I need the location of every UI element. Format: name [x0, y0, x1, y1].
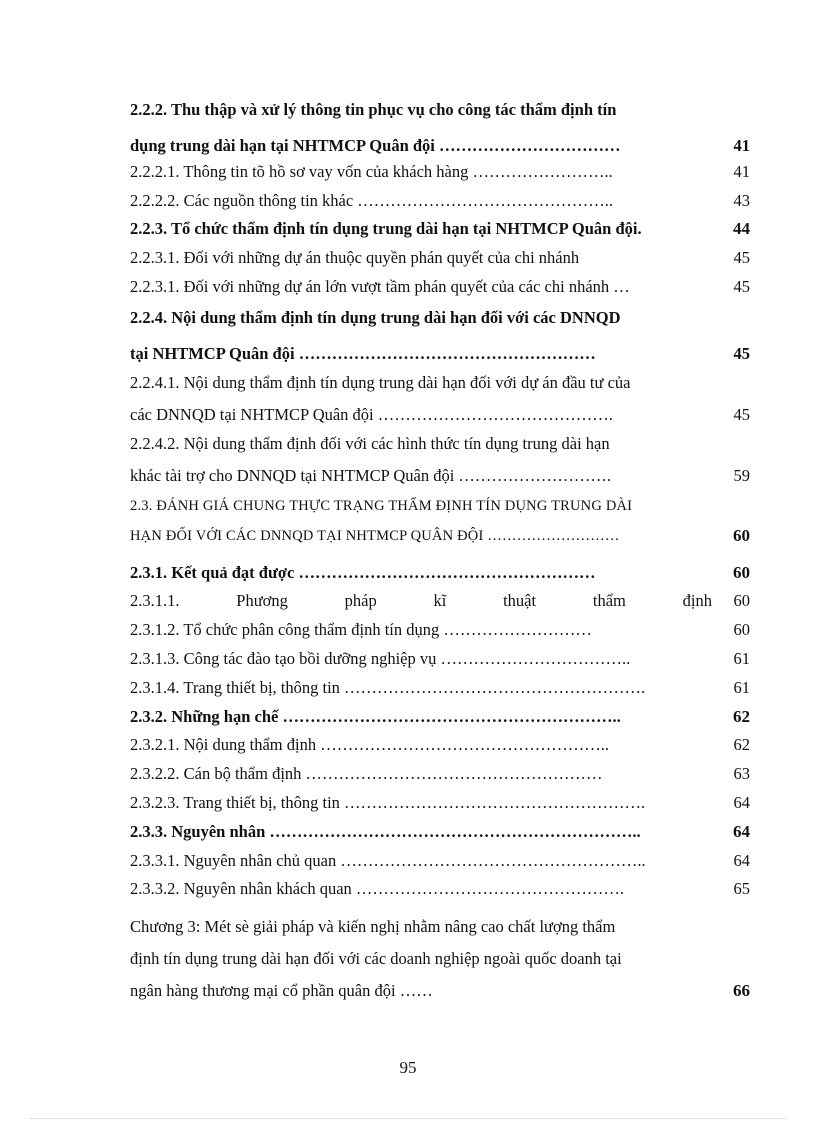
toc-entry-text: 2.3.3.2. Nguyên nhân khách quan …………………………………………. — [130, 879, 625, 898]
toc-word: thuật — [503, 591, 537, 610]
toc-entry-text: 2.3.1.3. Công tác đào tạo bồi dưỡng nghiệp vụ …………………………….. — [130, 649, 631, 668]
toc-entry-text: 2.3.1.4. Trang thiết bị, thông tin ………………………………………………. — [130, 678, 646, 697]
toc-entry-2-2-2-2[interactable] — [130, 191, 750, 211]
toc-entry-line: 2.2.4.1. Nội dung thẩm định tín dụng trung dài hạn đối với dự án đầu tư của — [130, 373, 631, 392]
toc-page-number: 62 — [733, 707, 750, 726]
toc-entry-text — [130, 591, 712, 611]
toc-page-number: 64 — [733, 851, 750, 870]
toc-word: kĩ — [433, 591, 447, 610]
toc-entry-text: HẠN ĐỐI VỚI CÁC DNNQD TẠI NHTMCP QUÂN ĐỘI ……………………… — [130, 528, 620, 544]
toc-entry-text: khác tài trợ cho DNNQD tại NHTMCP Quân đội ………………………. — [130, 466, 612, 485]
toc-entry-text: 2.3.1. Kết quả đạt được ……………………………………………… — [130, 563, 596, 582]
toc-entry-text: 2.2.3.1. Đối với những dự án thuộc quyền phán quyết của chi nhánh — [130, 248, 580, 267]
toc-entry-2-3-3-2[interactable] — [130, 879, 750, 899]
toc-word: Phương — [236, 591, 288, 610]
toc-entry-text: 2.3.2.1. Nội dung thẩm định …………………………………………….. — [130, 735, 609, 754]
toc-entry-2-2-4-2[interactable] — [130, 434, 750, 486]
toc-entry-2-3-1[interactable] — [130, 563, 750, 583]
toc-page-number: 45 — [733, 248, 750, 267]
toc-entry-2-3-2-3[interactable] — [130, 793, 750, 813]
toc-word: thẩm — [592, 591, 626, 610]
toc-entry-text: 2.3.3. Nguyên nhân ………………………………………………………….. — [130, 822, 641, 841]
toc-entry-2-2-3-1b[interactable] — [130, 277, 750, 297]
page-bottom-divider — [30, 1118, 786, 1119]
toc-entry-2-2-3-1[interactable] — [130, 248, 750, 268]
toc-page-number: 43 — [733, 191, 750, 210]
toc-page-number: 65 — [733, 879, 750, 898]
toc-entry-text: 2.2.2.1. Thông tin tõ hồ sơ vay vốn của khách hàng …………………….. — [130, 162, 613, 181]
toc-entry-line: 2.3. ĐÁNH GIÁ CHUNG THỰC TRẠNG THẨM ĐỊNH TÍN DỤNG TRUNG DÀI — [130, 498, 633, 514]
toc-page-number: 61 — [733, 678, 750, 697]
toc-page-number: 60 — [733, 563, 750, 582]
toc-entry-line — [130, 344, 750, 364]
toc-entry-text: 2.3.1.2. Tổ chức phân công thẩm định tín dụng ……………………… — [130, 620, 592, 639]
toc-page-number: 60 — [733, 591, 750, 610]
toc-entry-2-3-1-1[interactable] — [130, 591, 750, 611]
toc-entry-text: 2.2.2.2. Các nguồn thông tin khác ……………………………………….. — [130, 191, 614, 210]
toc-entry-line — [130, 405, 750, 425]
toc-entry-line: định tín dụng trung dài hạn đối với các doanh nghiệp ngoài quốc doanh tại — [130, 949, 622, 968]
toc-page-number: 44 — [733, 219, 750, 238]
toc-entry-line: 2.2.2. Thu thập và xử lý thông tin phục vụ cho công tác thẩm định tín — [130, 100, 617, 119]
toc-entry-text: tại NHTMCP Quân đội ……………………………………………… — [130, 344, 596, 363]
toc-word: 2.3.1.1. — [130, 591, 180, 610]
toc-entry-2-2-3[interactable] — [130, 219, 750, 239]
toc-page-number: 60 — [733, 526, 750, 545]
toc-page-number: 41 — [733, 162, 750, 181]
toc-page-number: 66 — [733, 981, 750, 1000]
toc-entry-line — [130, 981, 750, 1001]
toc-entry-text: ngân hàng thương mại cổ phần quân đội …… — [130, 981, 433, 1000]
toc-word: pháp — [344, 591, 377, 610]
toc-entry-line — [130, 526, 750, 546]
toc-page-number: 45 — [733, 344, 750, 363]
toc-page-number: 64 — [733, 822, 750, 841]
toc-entry-2-3-2-1[interactable] — [130, 735, 750, 755]
toc-entry-2-3-1-3[interactable] — [130, 649, 750, 669]
toc-page-number: 59 — [733, 466, 750, 485]
toc-page-number: 45 — [733, 277, 750, 296]
toc-entry-line: Chương 3: Mét sè giải pháp và kiến nghị nhằm nâng cao chất lượng thẩm — [130, 917, 616, 936]
toc-entry-text: 2.3.2.2. Cán bộ thẩm định ……………………………………………… — [130, 764, 603, 783]
toc-entry-2-2-2-1[interactable] — [130, 162, 750, 182]
toc-entry-line: 2.2.4.2. Nội dung thẩm định đối với các hình thức tín dụng trung dài hạn — [130, 434, 610, 453]
toc-entry-chapter-3[interactable] — [130, 917, 750, 1001]
toc-word: định — [682, 591, 712, 610]
toc-page-number: 62 — [733, 735, 750, 754]
toc-entry-text: dụng trung dài hạn tại NHTMCP Quân đội …………………………… — [130, 136, 621, 155]
toc-entry-2-3[interactable] — [130, 496, 750, 546]
toc-page-number: 63 — [733, 764, 750, 783]
page-number-footer: 95 — [399, 1058, 417, 1077]
toc-entry-2-3-1-2[interactable] — [130, 620, 750, 640]
toc-page-number: 60 — [733, 620, 750, 639]
toc-entry-line — [130, 136, 750, 156]
toc-page-number: 61 — [733, 649, 750, 668]
toc-entry-2-2-4-1[interactable] — [130, 373, 750, 425]
toc-entry-text: 2.3.2. Những hạn chế …………………………………………………….. — [130, 707, 621, 726]
toc-entry-2-2-4[interactable] — [130, 308, 750, 364]
toc-entry-2-3-1-4[interactable] — [130, 678, 750, 698]
toc-page-number: 41 — [733, 136, 750, 155]
toc-entry-2-3-2[interactable] — [130, 707, 750, 727]
toc-page-number: 64 — [733, 793, 750, 812]
toc-entry-line — [130, 466, 750, 486]
toc-entry-text: các DNNQD tại NHTMCP Quân đội ……………………………………. — [130, 405, 613, 424]
toc-entry-2-2-2[interactable] — [130, 100, 750, 156]
toc-entry-2-3-3[interactable] — [130, 822, 750, 842]
toc-entry-2-3-3-1[interactable] — [130, 851, 750, 871]
toc-entry-2-3-2-2[interactable] — [130, 764, 750, 784]
toc-entry-line: 2.2.4. Nội dung thẩm định tín dụng trung dài hạn đối với các DNNQD — [130, 308, 621, 327]
toc-entry-text: 2.2.3. Tổ chức thẩm định tín dụng trung dài hạn tại NHTMCP Quân đội. — [130, 219, 642, 238]
toc-entry-text: 2.2.3.1. Đối với những dự án lớn vượt tầm phán quyết của các chi nhánh … — [130, 277, 630, 296]
toc-page-number: 45 — [733, 405, 750, 424]
toc-entry-text: 2.3.3.1. Nguyên nhân chủ quan ……………………………………………….. — [130, 851, 646, 870]
toc-entry-text: 2.3.2.3. Trang thiết bị, thông tin ………………………………………………. — [130, 793, 646, 812]
